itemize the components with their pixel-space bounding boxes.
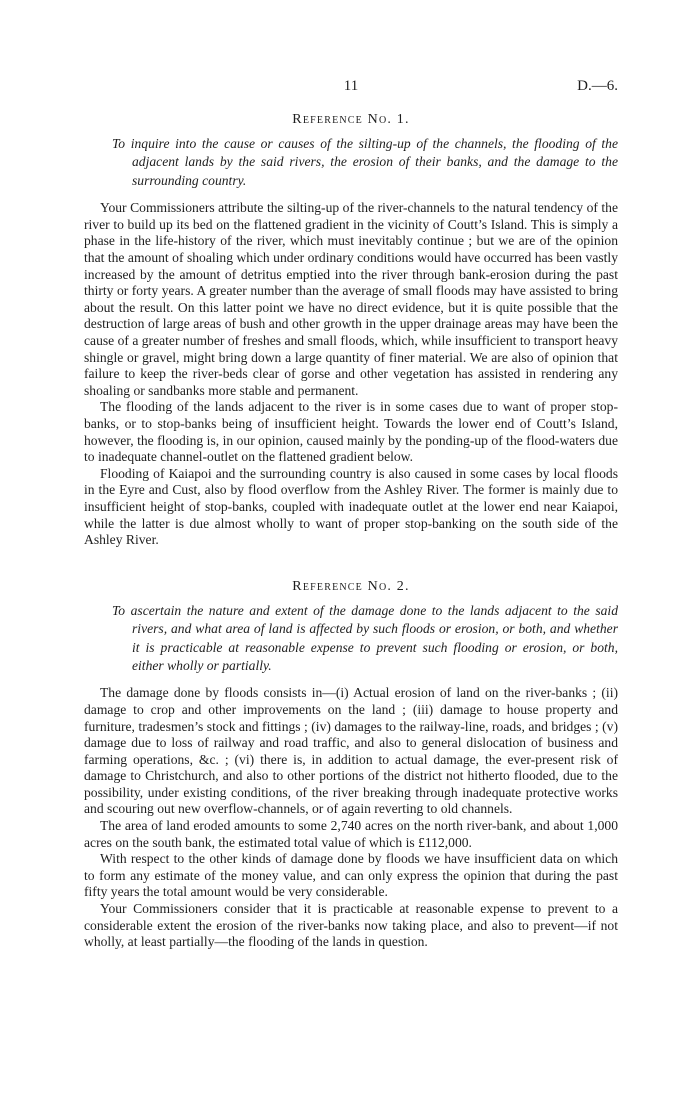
reference-2-paragraph-2: The area of land eroded amounts to some 2,740 acres on the north river-bank, and about 1,000 acres on the south bank, the estimated total value of which is £112,000.	[84, 818, 618, 850]
reference-2-section	[84, 579, 618, 951]
reference-2-paragraph-3: With respect to the other kinds of damage done by floods we have insufficient data on which to form any estimate of the money value, and can only express the opinion that during the past fifty years the total amount would be very considerable.	[84, 851, 618, 900]
reference-1-paragraph-2: The flooding of the lands adjacent to the river is in some cases due to want of proper stop-banks, or to stop-banks being of insufficient height. Towards the lower end of Coutt’s Island, however, the flooding is, in our opinion, caused mainly by the ponding-up of the flood-waters due to inadequate channel-outlet on the flattened gradient below.	[84, 399, 618, 465]
page-number: 11	[343, 78, 359, 94]
document-page	[84, 78, 618, 951]
reference-2-term: To ascertain the nature and extent of the damage done to the lands adjacent to the said rivers, and what area of land is affected by such floods or erosion, or both, and whether it is practicable at reasonable expense to prevent such flooding or erosion, or both, either wholly or partially.	[112, 602, 618, 673]
page-header	[84, 78, 618, 100]
reference-1-paragraph-1: Your Commissioners attribute the silting-up of the river-channels to the natural tendency of the river to build up its bed on the flattened gradient in the vicinity of Coutt’s Island. This is simply a phase in the life-history of the river, which must inevitably continue ; but we are of the opinion that the amount of shoaling which under ordinary conditions would have occurred has been vastly increased by the amount of detritus emptied into the river through bank-erosion during the past thirty or forty years. A greater number than the average of small floods may have assisted to bring about the result. On this latter point we have no direct evidence, but it is quite possible that the destruction of large areas of bush and other growth in the upper drainage areas may have been the cause of a greater number of freshes and small floods, which, while insufficient to transport heavy shingle or gravel, might bring down a large quantity of finer material. We are also of opinion that failure to keep the river-beds clear of gorse and other vegetation has assisted in rendering any shoaling or sandbanks more stable and permanent.	[84, 200, 618, 398]
reference-1-term: To inquire into the cause or causes of the silting-up of the channels, the flooding of the adjacent lands by the said rivers, the erosion of their banks, and the damage to the surrounding country.	[112, 136, 618, 188]
reference-1-paragraph-3: Flooding of Kaiapoi and the surrounding country is also caused in some cases by local floods in the Eyre and Cust, also by flood overflow from the Ashley River. The former is mainly due to insufficient height of stop-banks, coupled with inadequate outlet at the lower end near Kaiapoi, while the latter is due almost wholly to want of proper stop-banking on the south side of the Ashley River.	[84, 465, 618, 548]
reference-2-heading: Reference No. 2.	[292, 578, 410, 594]
document-code: D.—6.	[577, 78, 618, 94]
reference-2-paragraph-4: Your Commissioners consider that it is practicable at reasonable expense to prevent to a considerable extent the erosion of the river-banks now taking place, and also to prevent—if not wholly, at least partially—the flooding of the lands in question.	[84, 901, 618, 950]
reference-2-paragraph-1: The damage done by floods consists in—(i) Actual erosion of land on the river-banks ; (ii) damage to crop and other improvements on the land ; (iii) damage to house property and furniture, tradesmen’s stock and fittings ; (iv) damages to the railway-line, roads, and bridges ; (v) damage due to loss of railway and road traffic, and also to general dislocation of business and farming operations, &c. ; (vi) there is, in addition to actual damage, the ever-present risk of damage to Christchurch, and also to other portions of the district not hitherto flooded, due to the possibility, under existing conditions, of the river breaking through inadequate protective works and scouring out new overflow-channels, or of again reverting to old channels.	[84, 685, 618, 817]
reference-1-heading: Reference No. 1.	[292, 112, 410, 127]
reference-1-section	[84, 112, 618, 549]
